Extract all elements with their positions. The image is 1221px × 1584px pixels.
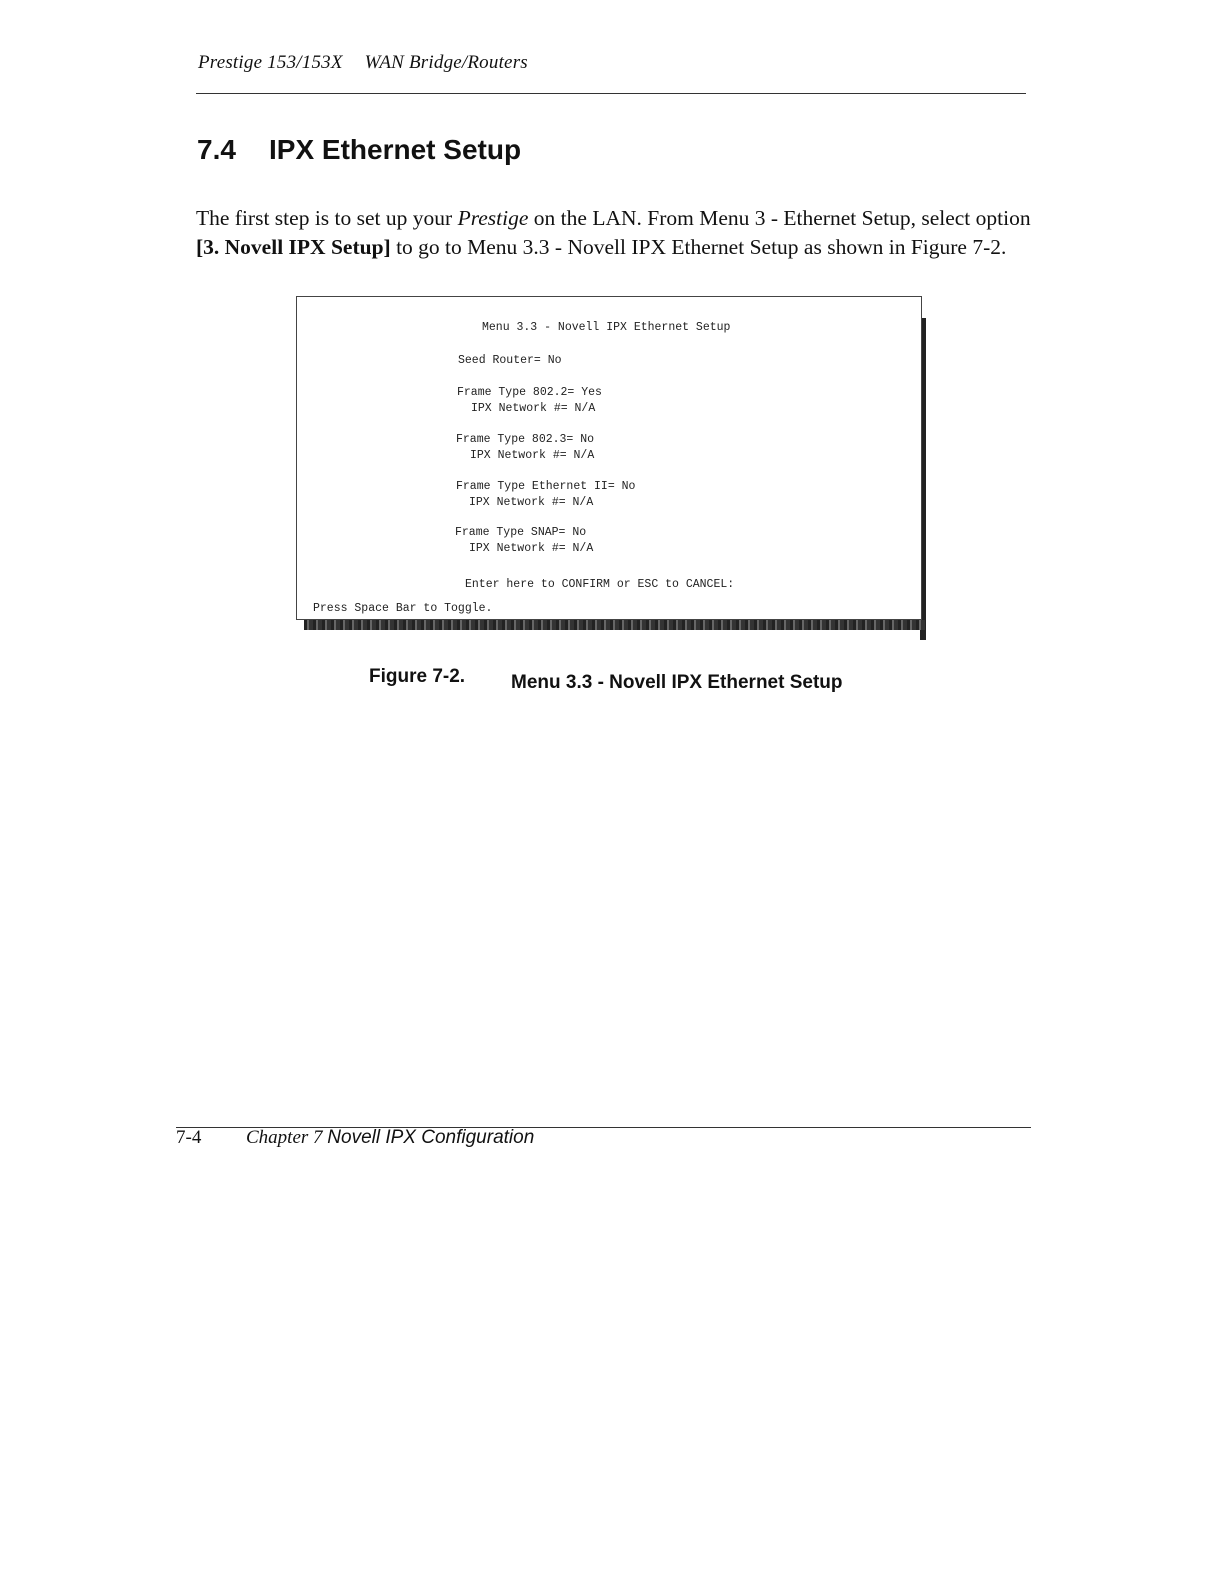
frame-type-802-3-field[interactable]: Frame Type 802.3= No [456, 433, 595, 446]
section-heading [197, 134, 521, 166]
body-paragraph [196, 204, 1046, 262]
figure-caption: Menu 3.3 - Novell IPX Ethernet Setup [511, 672, 843, 693]
header-product: Prestige 153/153X [198, 52, 343, 73]
section-title: IPX Ethernet Setup [269, 134, 522, 165]
ipx-network-field[interactable]: IPX Network #= N/A [471, 402, 596, 415]
footer-chapter [246, 1127, 534, 1149]
status-line: Press Space Bar to Toggle. [313, 602, 493, 615]
paragraph-text: on the LAN. From Menu 3 - Ethernet Setup, select option [528, 206, 1031, 230]
footer-chapter-word: Chapter 7 [246, 1127, 323, 1148]
menu-title: Menu 3.3 - Novell IPX Ethernet Setup [482, 321, 731, 334]
paragraph-text: to go to Menu 3.3 - Novell IPX Ethernet Setup as shown in Figure 7-2. [390, 235, 1007, 259]
paragraph-option: [3. Novell IPX Setup] [196, 235, 391, 259]
figure-label: Figure 7-2. [369, 666, 466, 687]
terminal-screen [296, 296, 922, 620]
confirm-prompt[interactable]: Enter here to CONFIRM or ESC to CANCEL: [465, 578, 735, 591]
paragraph-product: Prestige [457, 206, 529, 230]
ipx-network-field[interactable]: IPX Network #= N/A [470, 449, 595, 462]
running-header [198, 52, 528, 74]
frame-type-snap-field[interactable]: Frame Type SNAP= No [455, 526, 587, 539]
seed-router-field[interactable]: Seed Router= No [458, 354, 562, 367]
ipx-network-field[interactable]: IPX Network #= N/A [469, 496, 594, 509]
frame-type-ethernet-ii-field[interactable]: Frame Type Ethernet II= No [456, 480, 636, 493]
terminal-shadow [304, 620, 926, 630]
page-number: 7-4 [176, 1127, 202, 1148]
header-rule [196, 93, 1026, 94]
footer-chapter-title: Novell IPX Configuration [327, 1127, 535, 1148]
frame-type-802-2-field[interactable]: Frame Type 802.2= Yes [457, 386, 602, 399]
paragraph-text: The first step is to set up your [196, 206, 458, 230]
header-subtitle: WAN Bridge/Routers [364, 52, 528, 73]
ipx-network-field[interactable]: IPX Network #= N/A [469, 542, 594, 555]
section-number: 7.4 [197, 134, 236, 165]
